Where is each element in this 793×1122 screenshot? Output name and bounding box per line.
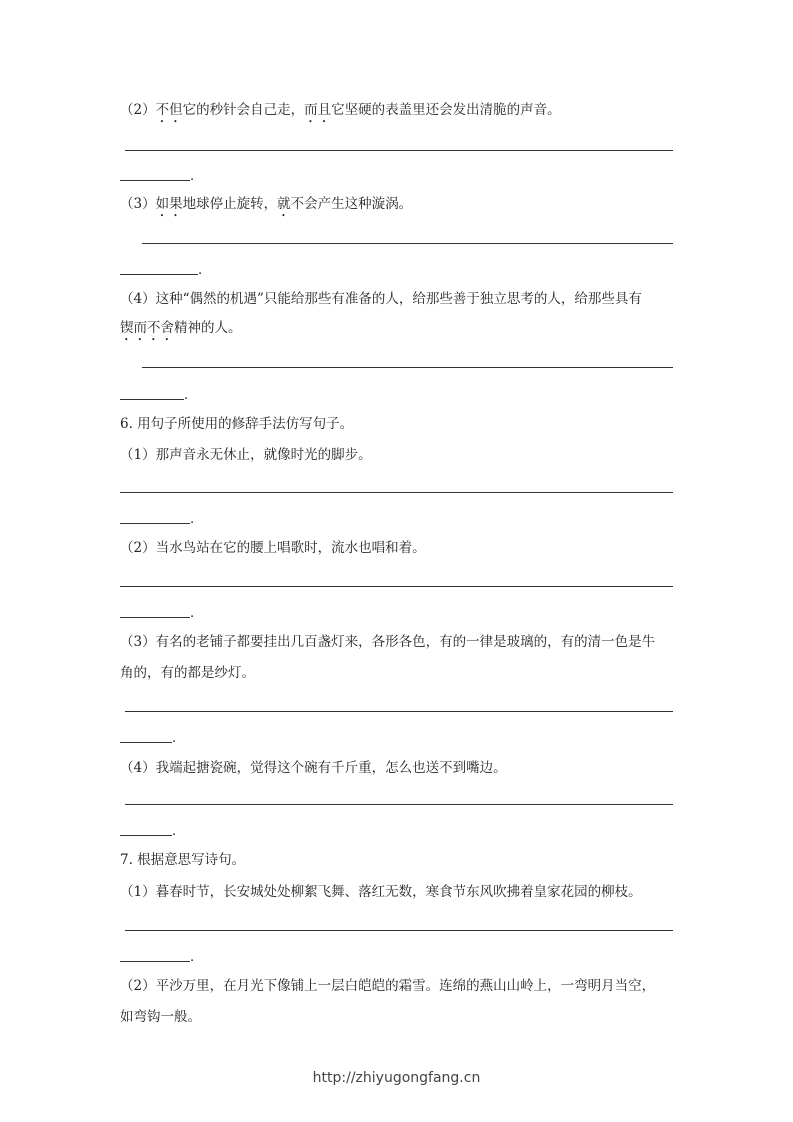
answer-line[interactable] [142, 243, 673, 244]
period: . [190, 606, 195, 621]
q5-3-keyword-jiu: 就 [277, 196, 291, 212]
q5-2-keyword-erqie: 而且 [304, 102, 332, 118]
answer-line[interactable] [125, 150, 673, 151]
q5-2-keyword-budan: 不但 [155, 102, 183, 118]
q7-1-text: （1）暮春时节，长安城处处柳絮飞舞、落红无数，寒食节东风吹拂着皇家花园的柳枝。 [120, 884, 642, 900]
answer-line-short[interactable] [120, 274, 198, 275]
answer-line-short[interactable] [120, 742, 172, 743]
q6-3-line2: 角的，有的都是纱灯。 [120, 665, 255, 681]
q5-4-line2: 锲而不舍精神的人。 [120, 320, 242, 336]
answer-line-short[interactable] [120, 961, 190, 962]
period: . [184, 388, 189, 403]
answer-line-short[interactable] [120, 180, 190, 181]
answer-line[interactable] [125, 711, 673, 712]
answer-line[interactable] [125, 804, 673, 805]
answer-line-short[interactable] [120, 835, 172, 836]
period: . [190, 950, 195, 965]
answer-line[interactable] [120, 492, 673, 493]
q6-1-text: （1）那声音永无休止，就像时光的脚步。 [120, 447, 372, 463]
q5-3-keyword-ruguo: 如果 [155, 196, 183, 212]
answer-line[interactable] [142, 367, 673, 368]
period: . [172, 731, 177, 746]
period: . [198, 263, 203, 278]
period: . [172, 824, 177, 839]
q5-4-keyword: 锲而不舍 [120, 320, 174, 336]
q6-2-text: （2）当水鸟站在它的腰上唱歌时，流水也唱和着。 [120, 540, 426, 556]
q7-2-line2: 如弯钩一般。 [120, 1009, 201, 1025]
period: . [190, 169, 195, 184]
q7-2-line1: （2）平沙万里，在月光下像铺上一层白皑皑的霜雪。连绵的燕山山岭上，一弯明月当空， [120, 978, 656, 994]
answer-line[interactable] [120, 586, 673, 587]
q6-3-line1: （3）有名的老铺子都要挂出几百盏灯来，各形各色，有的一律是玻璃的，有的清一色是牛 [120, 634, 656, 650]
q6-4-text: （4）我端起搪瓷碗，觉得这个碗有千斤重，怎么也送不到嘴边。 [120, 760, 507, 776]
answer-line-short[interactable] [120, 523, 190, 524]
q5-3-text: （3）如果地球停止旋转，就不会产生这种漩涡。 [120, 196, 413, 212]
period: . [190, 512, 195, 527]
q6-heading: 6. 用句子所使用的修辞手法仿写句子。 [120, 416, 354, 432]
q5-2-text: （2）不但它的秒针会自己走，而且它坚硬的表盖里还会发出清脆的声音。 [120, 102, 561, 118]
answer-line-short[interactable] [120, 617, 190, 618]
footer-url[interactable]: http://zhiyugongfang.cn [312, 1070, 481, 1086]
q5-4-line1: （4）这种“偶然的机遇”只能给那些有准备的人，给那些善于独立思考的人，给那些具有 [120, 291, 642, 307]
answer-line-short[interactable] [120, 399, 184, 400]
answer-line[interactable] [125, 930, 673, 931]
q7-heading: 7. 根据意思写诗句。 [120, 852, 246, 868]
